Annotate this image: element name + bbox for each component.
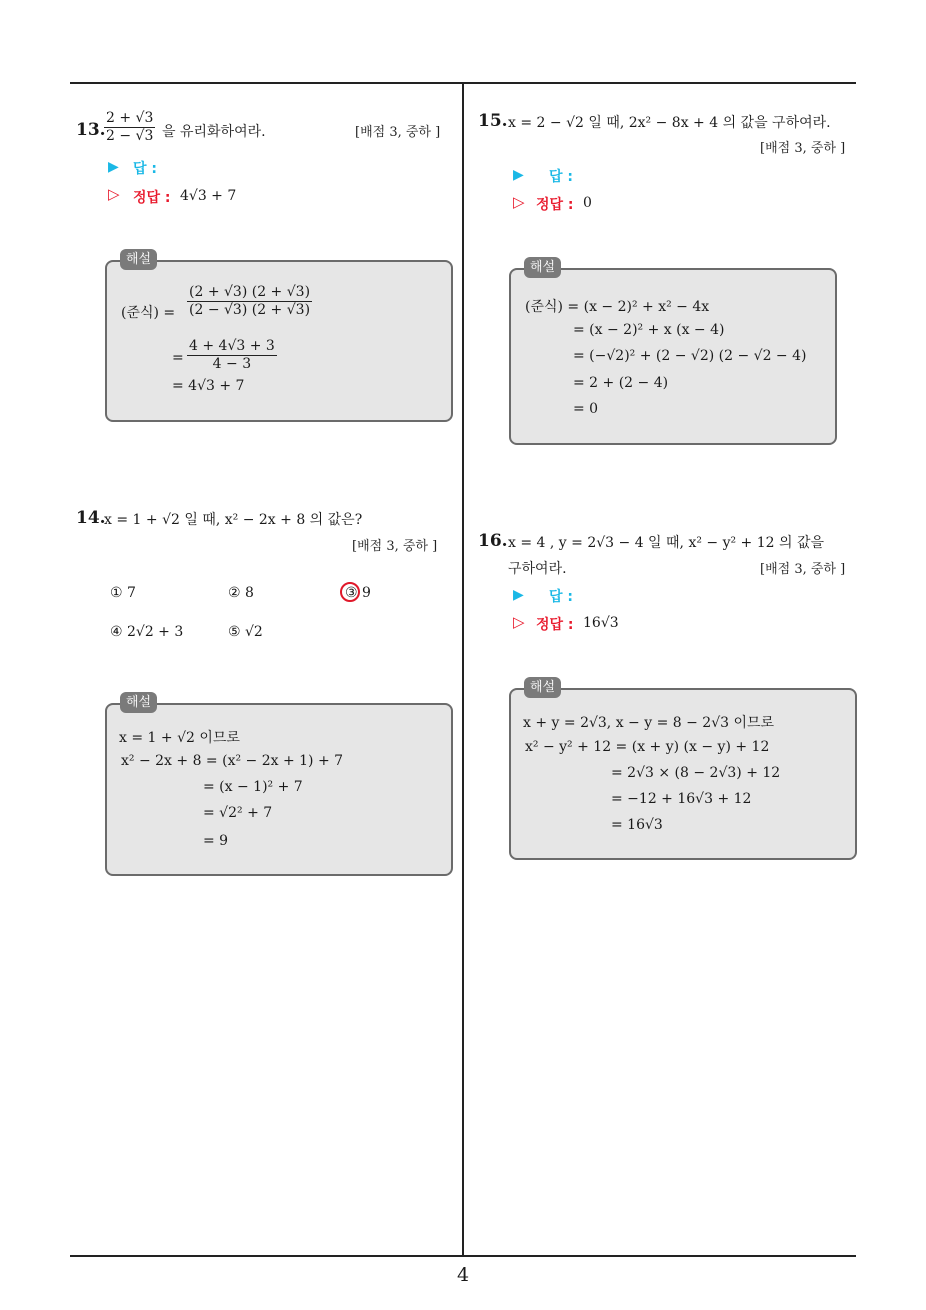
question-13-fraction: $\frac{2 + √3}{2 - √3}$	[106, 110, 154, 144]
explanation-line: = 0	[573, 401, 599, 417]
explanation-line: = 2√3 × (8 − 2√3) + 12	[611, 765, 781, 781]
difficulty-tag: [배점 3, 중하 ]	[355, 125, 441, 140]
difficulty-tag: [배점 3, 중하 ]	[352, 539, 438, 554]
answer-arrow-icon: ▶	[108, 159, 119, 175]
explanation-line: = −12 + 16√3 + 12	[611, 791, 752, 807]
difficulty-tag: [배점 3, 중하 ]	[760, 141, 846, 156]
column-divider	[462, 84, 464, 1256]
explanation-line: (준식) = (x − 2)² + x² − 4x	[525, 299, 710, 315]
choice-2[interactable]: ② 8	[228, 585, 254, 601]
explanation-line: x² − 2x + 8 = (x² − 2x + 1) + 7	[121, 753, 344, 769]
correct-arrow-icon: ▷	[513, 193, 525, 211]
choice-5[interactable]: ⑤ √2	[228, 624, 263, 640]
question-text-line1: x = 4 , y = 2√3 − 4 일 때, x² − y² + 12 의 값을	[508, 535, 825, 551]
explanation-line: x² − y² + 12 = (x + y) (x − y) + 12	[525, 739, 770, 755]
correct-value: 16√3	[583, 615, 619, 631]
difficulty-tag: [배점 3, 중하 ]	[760, 562, 846, 577]
question-text: x = 2 − √2 일 때, 2x² − 8x + 4 의 값을 구하여라.	[508, 115, 831, 131]
explanation-line: = (−√2)² + (2 − √2) (2 − √2 − 4)	[573, 348, 807, 364]
explanation-fraction-2: $\frac{4 + 4√3 + 3}{4 - 3}$	[189, 338, 275, 372]
explanation-line: = 16√3	[611, 817, 663, 833]
correct-value: 0	[583, 195, 592, 211]
explanation-box	[509, 688, 857, 860]
question-text-line2: 구하여라.	[508, 561, 567, 577]
selected-answer-circle	[340, 582, 360, 602]
question-number: 14.	[76, 508, 106, 528]
page-number: 4	[456, 1264, 470, 1286]
explanation-tag: 해설	[524, 677, 561, 698]
explanation-lhs: (준식) =	[121, 305, 176, 321]
explanation-line: = 9	[203, 833, 229, 849]
explanation-line: x + y = 2√3, x − y = 8 − 2√3 이므로	[523, 715, 775, 731]
explanation-box	[105, 260, 453, 422]
bottom-rule	[70, 1255, 856, 1257]
answer-arrow-icon: ▶	[513, 167, 524, 183]
correct-label: 정답 :	[536, 197, 574, 213]
explanation-box	[105, 703, 453, 876]
explanation-fraction-1: $\frac{(2 + √3) (2 + √3)}{(2 - √3) (2 + √3)}$	[189, 284, 311, 318]
explanation-tag: 해설	[120, 249, 157, 270]
question-text: x = 1 + √2 일 때, x² − 2x + 8 의 값은?	[104, 512, 363, 528]
choice-1[interactable]: ① 7	[110, 585, 136, 601]
correct-label: 정답 :	[133, 190, 171, 206]
explanation-line: = √2² + 7	[203, 805, 273, 821]
correct-arrow-icon: ▷	[513, 613, 525, 631]
question-number: 13.	[76, 120, 106, 140]
answer-arrow-icon: ▶	[513, 587, 524, 603]
question-number: 15.	[478, 111, 508, 131]
question-number: 16.	[478, 531, 508, 551]
choice-3[interactable]: ③ 9	[345, 585, 371, 601]
explanation-tag: 해설	[120, 692, 157, 713]
answer-label: 답 :	[549, 589, 573, 605]
explanation-line: = (x − 1)² + 7	[203, 779, 303, 795]
choice-4[interactable]: ④ 2√2 + 3	[110, 624, 184, 640]
correct-arrow-icon: ▷	[108, 185, 120, 203]
answer-label: 답 :	[549, 169, 573, 185]
explanation-line: = 2 + (2 − 4)	[573, 375, 669, 391]
correct-value: 4√3 + 7	[180, 188, 237, 204]
correct-label: 정답 :	[536, 617, 574, 633]
explanation-tag: 해설	[524, 257, 561, 278]
explanation-result: = 4√3 + 7	[172, 378, 245, 394]
equals-sign: =	[172, 350, 184, 366]
question-text: 을 유리화하여라.	[162, 124, 266, 140]
explanation-box	[509, 268, 837, 445]
explanation-line: = (x − 2)² + x (x − 4)	[573, 322, 725, 338]
answer-label: 답 :	[133, 161, 157, 177]
explanation-line: x = 1 + √2 이므로	[119, 730, 240, 746]
